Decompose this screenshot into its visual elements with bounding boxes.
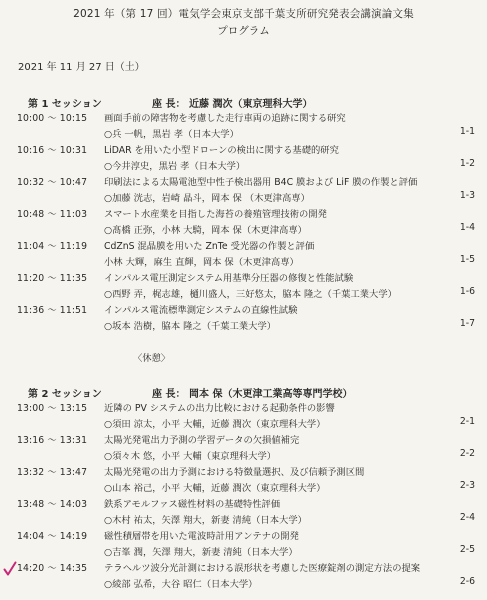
talk-title: 画面手前の障害物を考慮した走行車両の追跡に関する研究 [104, 113, 346, 124]
talk-number: 2-6 [459, 576, 475, 587]
talk-time: 11:36 ～ 11:51 [17, 305, 88, 316]
talk-time: 10:16 ～ 10:31 [17, 145, 88, 156]
session-2-name: 第 2 セッション [28, 389, 102, 400]
talk-row [0, 238, 487, 270]
session-1-name: 第 1 セッション [28, 99, 102, 110]
talk-row [0, 432, 487, 464]
talk-title: 鉄系アモルファス磁性材料の基礎特性評価 [104, 499, 281, 510]
talk-row [0, 110, 487, 142]
talk-row [0, 400, 487, 432]
talk-number: 1-3 [459, 190, 475, 201]
check-mark-icon [3, 561, 17, 577]
talk-authors: ○山本 裕己，小平 大輔，近藤 潤次（東京理科大学） [104, 483, 326, 494]
talk-authors: ○今井淳史，黒岩 孝（日本大学） [104, 161, 246, 172]
talk-row [0, 528, 487, 560]
talk-row [0, 142, 487, 174]
break-note: 〈休憩〉 [133, 353, 171, 364]
talk-time: 10:48 ～ 11:03 [17, 209, 88, 220]
session-date: 2021 年 11 月 27 日（土） [18, 62, 145, 73]
talk-title: 近隣の PV システムの出力比較における起動条件の影響 [104, 403, 335, 414]
talk-authors: ○木村 祐太，矢澤 翔大，新妻 清純（日本大学） [104, 515, 307, 526]
talk-time: 13:48 ～ 14:03 [17, 499, 88, 510]
talk-number: 1-4 [459, 222, 475, 233]
talk-number: 2-4 [459, 512, 475, 523]
talk-time: 10:00 ～ 10:15 [17, 113, 88, 124]
session-1-chair: 座 長： 近藤 潤次（東京理科大学） [152, 99, 313, 110]
talk-row [0, 206, 487, 238]
talk-row [0, 270, 487, 302]
program-heading: プログラム [217, 25, 270, 37]
talk-number: 2-3 [459, 480, 475, 491]
talk-authors: ○髙橋 正弥，小林 大騎，岡本 保（木更津高専） [104, 225, 307, 236]
talk-authors: ○兵 一帆，黒岩 孝（日本大学） [104, 129, 239, 140]
talk-time: 13:32 ～ 13:47 [17, 467, 88, 478]
talk-number: 1-2 [459, 158, 475, 169]
talk-title: CdZnS 混晶膜を用いた ZnTe 受光器の作製と評価 [104, 241, 315, 252]
talk-time: 14:04 ～ 14:19 [17, 531, 88, 542]
talk-authors: ○須々木 悠，小平 大輔（東京理科大学） [104, 451, 277, 462]
talk-number: 2-1 [459, 416, 475, 427]
talk-number: 1-5 [459, 254, 475, 265]
talk-number: 2-5 [459, 544, 475, 555]
talk-time: 10:32 ～ 10:47 [17, 177, 88, 188]
talk-number: 1-1 [459, 126, 475, 137]
talk-row [0, 560, 487, 592]
talk-row [0, 302, 487, 334]
talk-title: インパルス電圧測定システム用基準分圧器の修復と性能試験 [104, 273, 354, 284]
talk-authors: ○加藤 洸志，岩崎 晶斗，岡本 保 （木更津高専） [104, 193, 310, 204]
talk-time: 13:16 ～ 13:31 [17, 435, 88, 446]
proceedings-title: 2021 年（第 17 回）電気学会東京支部千葉支所研究発表会講演論文集 [73, 8, 414, 20]
talk-time: 11:20 ～ 11:35 [17, 273, 88, 284]
talk-title: インパルス電流標準測定システムの直線性試験 [104, 305, 298, 316]
talk-authors: 小林 大輝，麻生 直輝，岡本 保（木更津高専） [104, 257, 299, 268]
talk-authors: ○吉峯 潤，矢澤 翔大，新妻 清純（日本大学） [104, 547, 298, 558]
talk-authors: ○綾部 弘希，大谷 昭仁（日本大学） [104, 579, 258, 590]
talk-title: 太陽光発電の出力予測における特徴量選択、及び信頼予測区間 [104, 467, 365, 478]
talk-title: LiDAR を用いた小型ドローンの検出に関する基礎的研究 [104, 145, 339, 156]
talk-time: 14:20 ～ 14:35 [17, 563, 88, 574]
talk-authors: ○須田 涼太，小平 大輔，近藤 潤次（東京理科大学） [104, 419, 326, 430]
talk-number: 1-7 [459, 318, 475, 329]
session-2-chair: 座 長： 岡本 保（木更津工業高等専門学校） [152, 389, 353, 400]
talk-authors: ○坂本 浩樹，脇本 隆之（千葉工業大学） [104, 321, 277, 332]
talk-number: 1-6 [459, 286, 475, 297]
talk-row [0, 174, 487, 206]
talk-title: 磁性積層帯を用いた電波時計用アンテナの開発 [104, 531, 299, 542]
talk-title: 太陽光発電出力予測の学習データの欠損値補完 [104, 435, 300, 446]
talk-row [0, 496, 487, 528]
talk-row [0, 464, 487, 496]
talk-authors: ○西野 弄，梶志雄，樋川盛人，三好悠太，脇本 隆之（千葉工業大学） [104, 289, 397, 300]
talk-time: 13:00 ～ 13:15 [17, 403, 88, 414]
talk-time: 11:04 ～ 11:19 [17, 241, 88, 252]
talk-title: 印刷法による太陽電池型中性子検出器用 B4C 膜および LiF 膜の作製と評価 [104, 177, 418, 188]
talk-title: スマート水産業を目指した海苔の養殖管理技術の開発 [104, 209, 327, 220]
talk-number: 2-2 [459, 448, 475, 459]
talk-title: テラヘルツ波分光計測における誤形状を考慮した医療錠剤の測定方法の提案 [104, 563, 421, 574]
session-2-header [28, 385, 468, 401]
session-1-header [28, 95, 468, 111]
